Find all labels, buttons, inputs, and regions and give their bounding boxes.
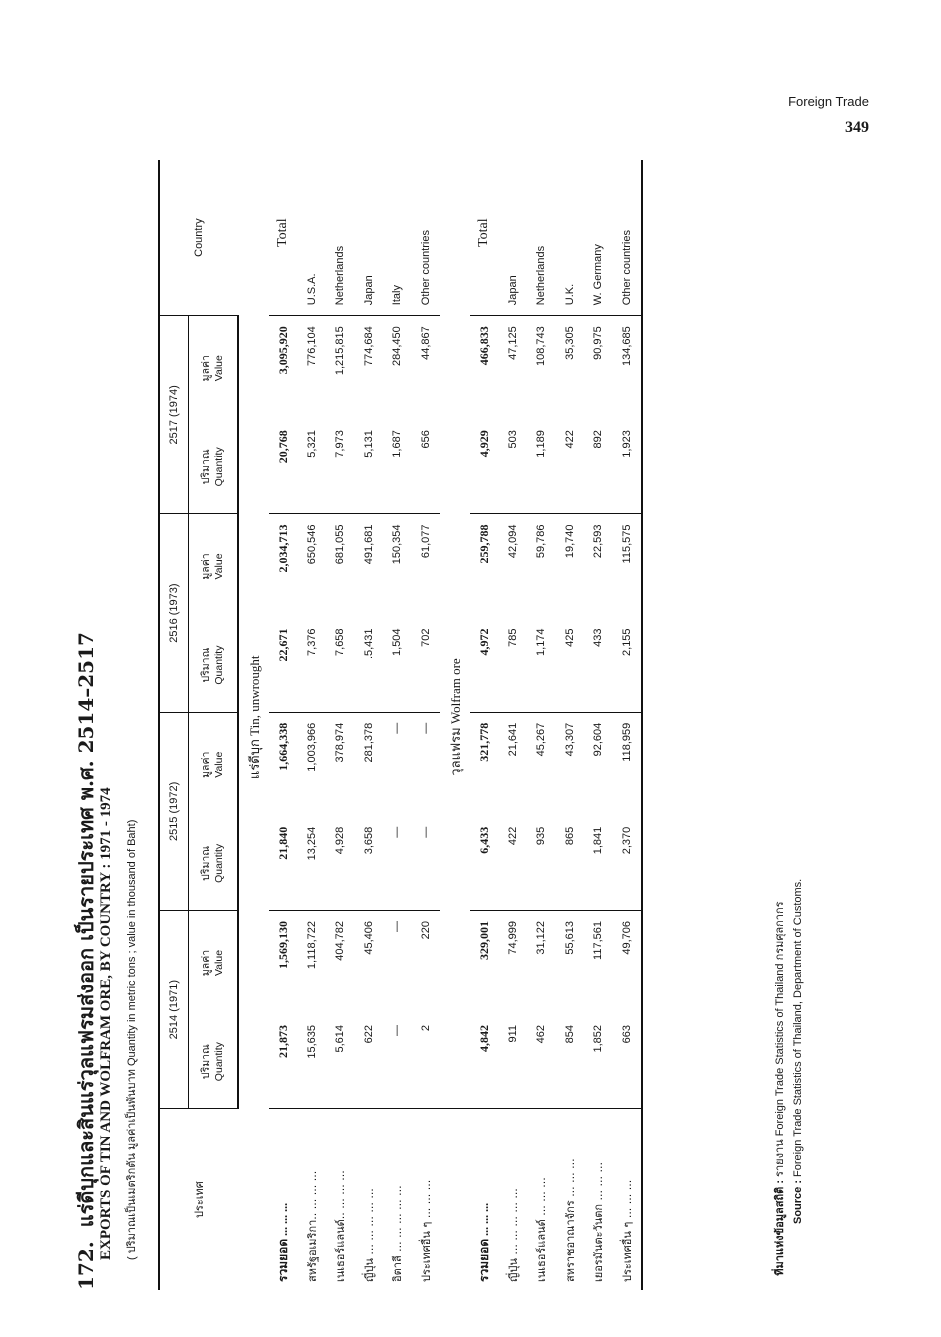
source-en-label: Source : bbox=[792, 1180, 804, 1225]
value-cell: 44,867 bbox=[412, 316, 441, 420]
quantity-cell: 20,768 bbox=[275, 430, 290, 464]
quantity-cell: 425 bbox=[563, 628, 576, 647]
quantity-cell: 4,928 bbox=[334, 826, 347, 855]
table-titles bbox=[70, 160, 160, 1290]
value-cell: 45,406 bbox=[355, 911, 384, 1015]
country-thai: เนเธอร์แลนด์ ... ... ... bbox=[527, 1109, 556, 1290]
value-cell: 220 bbox=[412, 911, 441, 1015]
value-cell: 74,999 bbox=[499, 911, 528, 1015]
value-cell: 404,782 bbox=[326, 911, 355, 1015]
country-en: U.S.A. bbox=[305, 273, 318, 306]
country-en: Italy bbox=[391, 285, 404, 306]
quantity-cell: 422 bbox=[506, 826, 519, 846]
source-en bbox=[792, 160, 804, 1290]
quantity-cell: 865 bbox=[563, 826, 576, 846]
qty-thai: ปริมาณ bbox=[200, 647, 212, 683]
value-cell: 681,055 bbox=[326, 514, 355, 618]
qty-thai: ปริมาณ bbox=[200, 1044, 212, 1080]
table-number: 172. bbox=[74, 1241, 98, 1290]
year-header: 2516 (1973) bbox=[159, 514, 189, 712]
country-thai: เนเธอร์แลนด์.. ... ... ... bbox=[326, 1109, 355, 1290]
value-cell: 108,743 bbox=[527, 316, 556, 420]
quantity-header bbox=[189, 817, 239, 911]
country-en: Netherlands bbox=[334, 245, 347, 306]
country-en: W. Germany bbox=[592, 244, 605, 306]
value-cell: 491,681 bbox=[355, 514, 384, 618]
quantity-cell: 1,923 bbox=[613, 420, 643, 514]
country-en: Netherlands bbox=[535, 245, 548, 306]
value-cell: 21,641 bbox=[499, 712, 528, 816]
quantity-cell: 462 bbox=[535, 1024, 548, 1044]
val-thai: มูลค่า bbox=[200, 949, 212, 977]
value-cell: 49,706 bbox=[613, 911, 643, 1015]
value-cell: 35,305 bbox=[556, 316, 585, 420]
value-header bbox=[189, 712, 239, 816]
quantity-cell: 5,614 bbox=[334, 1024, 347, 1053]
table-row bbox=[412, 160, 441, 1290]
table-row bbox=[326, 160, 355, 1290]
quantity-cell: 1,189 bbox=[535, 430, 548, 458]
rotated-table-page bbox=[70, 160, 804, 1290]
table-row bbox=[584, 160, 613, 1290]
value-cell: 776,104 bbox=[298, 316, 327, 420]
value-cell: 1,569,130 bbox=[269, 911, 298, 1015]
country-thai: เยอรมันตะวันตก ... ... ... bbox=[584, 1109, 613, 1290]
title-english: EXPORTS OF TIN AND WOLFRAM ORE, BY COUNTRY : 1971 - 1974 bbox=[98, 787, 114, 1260]
value-cell: 329,001 bbox=[470, 911, 499, 1015]
quantity-cell: 21,840 bbox=[275, 826, 290, 860]
year-header: 2517 (1974) bbox=[159, 316, 189, 514]
value-cell: 284,450 bbox=[383, 316, 412, 420]
qty-en: Quantity bbox=[213, 447, 225, 487]
title-thai: แร่ดีบุกและสินแร่วุลแฟรมส่งออก เป็นรายประเทศ พ.ศ. 2514–2517 bbox=[74, 632, 98, 1228]
page-header bbox=[788, 94, 869, 137]
qty-en: Quantity bbox=[213, 645, 225, 685]
qty-en: Quantity bbox=[213, 843, 225, 883]
country-en: Japan bbox=[506, 275, 519, 306]
table-row bbox=[470, 160, 499, 1290]
val-en: Value bbox=[213, 949, 225, 977]
val-en: Value bbox=[213, 553, 225, 580]
value-cell: 1,664,338 bbox=[269, 712, 298, 816]
quantity-cell: 1,504 bbox=[391, 628, 404, 656]
quantity-cell: 1,687 bbox=[391, 430, 404, 458]
source-notes bbox=[770, 160, 808, 1290]
table-row bbox=[355, 160, 384, 1290]
country-en: Japan bbox=[362, 275, 375, 306]
country-thai: ญี่ปุ่น ... ... ... ... ... bbox=[499, 1109, 528, 1290]
quantity-header bbox=[189, 420, 239, 514]
value-cell: 43,307 bbox=[556, 712, 585, 816]
table-row bbox=[613, 160, 643, 1290]
qty-en: Quantity bbox=[213, 1042, 225, 1082]
country-en: Total bbox=[476, 218, 492, 247]
quantity-cell: 422 bbox=[563, 430, 576, 449]
source-thai bbox=[770, 160, 788, 1290]
val-en: Value bbox=[213, 355, 225, 382]
quantity-cell: 4,929 bbox=[476, 430, 491, 458]
val-thai: มูลค่า bbox=[200, 355, 212, 382]
table-row bbox=[383, 160, 412, 1290]
table-body bbox=[238, 160, 642, 1290]
value-cell: 61,077 bbox=[412, 514, 441, 618]
quantity-cell: 5,131 bbox=[362, 430, 375, 458]
country-thai: ประเทศอื่น ๆ ... ... ... bbox=[613, 1109, 643, 1290]
country-thai: รวมยอด ... ... ... bbox=[269, 1109, 298, 1290]
value-cell: 281,378 bbox=[355, 712, 384, 816]
value-cell: 774,684 bbox=[355, 316, 384, 420]
quantity-cell: 2 bbox=[419, 1024, 432, 1032]
quantity-cell: — bbox=[391, 1024, 404, 1036]
val-en: Value bbox=[213, 751, 225, 778]
quantity-cell: 663 bbox=[613, 1015, 643, 1109]
value-cell: — bbox=[412, 712, 441, 816]
quantity-cell: 7,973 bbox=[334, 430, 347, 458]
value-cell: 59,786 bbox=[527, 514, 556, 618]
source-thai-label: ที่มาแห่งข้อมูลสถิติ : bbox=[774, 1180, 786, 1276]
table-row bbox=[298, 160, 327, 1290]
page-number: 349 bbox=[845, 119, 869, 136]
section-label-tin: แร่ดีบุก Tin, unwrought bbox=[246, 655, 262, 780]
table-row bbox=[269, 160, 298, 1290]
country-thai: ญี่ปุ่น ... ... ... ... ... bbox=[355, 1109, 384, 1290]
value-cell: — bbox=[383, 911, 412, 1015]
quantity-cell: 13,254 bbox=[305, 826, 318, 861]
quantity-cell: 7,658 bbox=[334, 628, 347, 656]
value-cell: 45,267 bbox=[527, 712, 556, 816]
quantity-cell: 4,842 bbox=[476, 1024, 491, 1052]
section-title: Foreign Trade bbox=[788, 94, 869, 109]
table-row bbox=[527, 160, 556, 1290]
value-cell: 55,613 bbox=[556, 911, 585, 1015]
value-cell: 321,778 bbox=[470, 712, 499, 816]
value-cell: 47,125 bbox=[499, 316, 528, 420]
source-thai-text: รายงาน Foreign Trade Statistics of Thailand กรมศุลกากร bbox=[774, 901, 786, 1177]
value-cell: 31,122 bbox=[527, 911, 556, 1015]
quantity-cell: — bbox=[391, 826, 404, 838]
table-row bbox=[556, 160, 585, 1290]
country-thai: สหราชอาณาจักร ... ... ... bbox=[556, 1109, 585, 1290]
quantity-cell: 911 bbox=[506, 1024, 519, 1043]
value-cell: 115,575 bbox=[613, 514, 643, 618]
country-en: Other countries bbox=[419, 230, 432, 306]
val-thai: มูลค่า bbox=[200, 751, 212, 778]
val-thai: มูลค่า bbox=[200, 553, 212, 580]
quantity-cell: 21,873 bbox=[275, 1024, 290, 1058]
country-thai: รวมยอด ... ... ... bbox=[470, 1109, 499, 1290]
source-en-text: Foreign Trade Statistics of Thailand, Department of Customs. bbox=[792, 878, 804, 1177]
quantity-cell: 1,852 bbox=[592, 1024, 605, 1053]
quantity-cell: 1,841 bbox=[592, 826, 605, 855]
table-row bbox=[499, 160, 528, 1290]
quantity-cell: 433 bbox=[592, 628, 605, 647]
value-cell: 90,975 bbox=[584, 316, 613, 420]
value-cell: 118,959 bbox=[613, 712, 643, 816]
value-cell: 466,833 bbox=[470, 316, 499, 420]
value-cell: 22,593 bbox=[584, 514, 613, 618]
quantity-cell: 892 bbox=[592, 430, 605, 449]
quantity-cell: 702 bbox=[419, 628, 432, 647]
exports-table bbox=[158, 160, 643, 1290]
value-header bbox=[189, 514, 239, 618]
quantity-cell: 5,321 bbox=[305, 430, 318, 458]
quantity-cell: 785 bbox=[506, 628, 519, 647]
value-cell: 2,034,713 bbox=[269, 514, 298, 618]
quantity-cell: 6,433 bbox=[476, 826, 491, 854]
quantity-cell: 622 bbox=[362, 1024, 375, 1044]
value-cell: 92,604 bbox=[584, 712, 613, 816]
quantity-cell: — bbox=[419, 826, 432, 838]
value-cell: 1,118,722 bbox=[298, 911, 327, 1015]
value-cell: 42,094 bbox=[499, 514, 528, 618]
value-cell: 19,740 bbox=[556, 514, 585, 618]
value-cell: 150,354 bbox=[383, 514, 412, 618]
quantity-header bbox=[189, 1015, 239, 1109]
year-header: 2514 (1971) bbox=[159, 911, 189, 1109]
section-label-wolfram: วุลแฟรม Wolfram ore bbox=[447, 658, 463, 776]
year-header: 2515 (1972) bbox=[159, 712, 189, 910]
value-cell: 1,215,815 bbox=[326, 316, 355, 420]
value-cell: 3,095,920 bbox=[269, 316, 298, 420]
value-cell: 259,788 bbox=[470, 514, 499, 618]
quantity-cell: 2,155 bbox=[613, 618, 643, 712]
value-cell: 650,546 bbox=[298, 514, 327, 618]
value-header bbox=[189, 316, 239, 420]
country-thai: ประเทศอื่น ๆ ... ... ... bbox=[412, 1109, 441, 1290]
quantity-cell: 503 bbox=[506, 430, 519, 449]
value-cell: 1,003,966 bbox=[298, 712, 327, 816]
country-en: Other countries bbox=[613, 160, 643, 316]
country-thai: สหรัฐอเมริกา.. ... ... ... bbox=[298, 1109, 327, 1290]
quantity-cell: 7,376 bbox=[305, 628, 318, 656]
qty-thai: ปริมาณ bbox=[200, 449, 212, 485]
country-thai: อิตาลี ... ... ... ... ... bbox=[383, 1109, 412, 1290]
value-cell: — bbox=[383, 712, 412, 816]
country-en: Total bbox=[275, 218, 291, 247]
col-country-thai: ประเทศ bbox=[159, 1109, 238, 1290]
col-country-en: Country bbox=[159, 160, 238, 316]
quantity-cell: 656 bbox=[419, 430, 432, 449]
country-en: U.K. bbox=[563, 283, 576, 306]
value-cell: 378,974 bbox=[326, 712, 355, 816]
quantity-header bbox=[189, 618, 239, 712]
quantity-cell: 4,972 bbox=[476, 628, 491, 656]
value-header bbox=[189, 911, 239, 1015]
value-cell: 117,561 bbox=[584, 911, 613, 1015]
quantity-cell: 22,671 bbox=[275, 628, 290, 662]
quantity-cell: 854 bbox=[563, 1024, 576, 1044]
quantity-cell: 935 bbox=[535, 826, 548, 846]
quantity-cell: 3,658 bbox=[362, 826, 375, 855]
quantity-cell: 2,370 bbox=[613, 817, 643, 911]
quantity-cell: 1,174 bbox=[535, 628, 548, 656]
value-cell: 134,685 bbox=[613, 316, 643, 420]
title-units: ( ปริมาณเป็นเมตริกตัน มูลค่าเป็นพันบาท Quantity in metric tons ; value in thousand of Baht) bbox=[126, 819, 138, 1260]
quantity-cell: 15,635 bbox=[305, 1024, 318, 1059]
qty-thai: ปริมาณ bbox=[200, 845, 212, 881]
quantity-cell: .5,431 bbox=[362, 628, 375, 660]
